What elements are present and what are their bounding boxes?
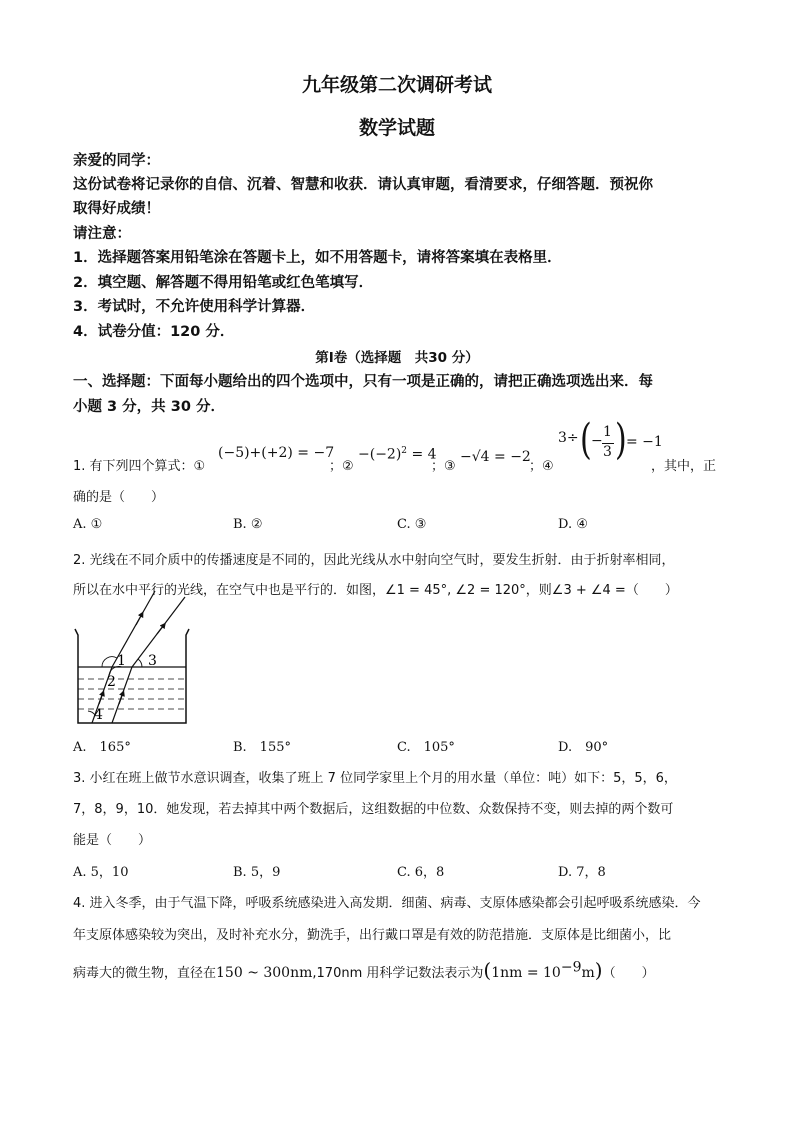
arrow-left-air [136,614,142,625]
q4-line-2: 年支原体感染较为突出，及时补充水分，勤洗手，出行戴口罩是有效的防范措施．支原体是比细菌小，比 [73,928,672,943]
q4-line-1: 4. 进入冬季，由于气温下降，呼吸系统感染进入高发期．细菌、病毒、支原体感染都会引起呼吸系统感染．今 [73,896,701,911]
exam-subtitle: 数学试题 [358,117,435,139]
q3-line-2: 7，8，9，10．她发现，若去掉其中两个数据后，这组数据的中位数、众数保持不变，则去掉的两个数可 [73,802,674,817]
arrow-left-water [99,693,103,704]
q3-line-1: 3. 小红在班上做节水意识调查，收集了班上 7 位同学家里上个月的用水量（单位：吨）如下：5，5，6， [73,771,677,786]
q3-option-c[interactable]: C. 6，8 [397,865,445,880]
q1-sep-3: ；③ [431,459,456,474]
q1-sep-2: ；② [329,459,354,474]
q3-option-a[interactable]: A. 5，10 [73,865,129,880]
q3-option-d[interactable]: D. 7，8 [558,865,606,880]
notice-title: 请注意： [73,226,131,242]
q1-expr-3: −√4 = −2 [460,449,531,465]
q3-line-3: 能是（ ） [73,833,152,848]
angle-label-2: 2 [107,674,116,690]
note-1: 1．选择题答案用铅笔涂在答题卡上，如不用答题卡，请将答案填在表格里． [73,250,562,266]
exam-title: 九年级第二次调研考试 [301,74,492,96]
arrow-right-water [119,693,123,704]
q1-option-c[interactable]: C. ③ [397,517,427,532]
q1-expr-2: $-(-2)^2 = 4$ [358,446,437,463]
q2-option-d[interactable]: D. 90° [558,740,609,755]
greeting: 亲爱的同学： [73,153,160,169]
q2-option-c[interactable]: C. 105° [397,740,455,755]
note-4: 4．试卷分值：120 分． [73,324,235,340]
angle-label-4: 4 [94,707,103,723]
note-2: 2．填空题、解答题不得用铅笔或红色笔填写． [73,275,374,291]
q1-option-d[interactable]: D. ④ [558,517,588,532]
q1-line-2: 确的是（ ） [73,490,165,505]
arrow-right-air [157,625,164,634]
q2-option-a[interactable]: A. 165° [73,740,131,755]
angle-label-1: 1 [117,653,126,669]
section-instruction-1: 一、选择题：下面每小题给出的四个选项中，只有一项是正确的，请把正确选项选出来．每 [73,374,653,390]
q1-prefix: 1. 有下列四个算式：① [73,459,206,474]
q2-option-b[interactable]: B. 155° [233,740,291,755]
q1-option-a[interactable]: A. ① [73,517,103,532]
section-instruction-2: 小题 3 分，共 30 分． [73,399,225,415]
water-hatching [78,679,186,709]
q2-line-1: 2. 光线在不同介质中的传播速度是不同的，因此光线从水中射向空气时，要发生折射．由于折射率相同， [73,553,675,568]
intro-line-2: 取得好成绩！ [73,201,160,217]
q2-line-2: 所以在水中平行的光线，在空气中也是平行的．如图，∠1 = 45°, ∠2 = 120°，则∠3 + ∠4 =（ ） [73,583,678,598]
section-heading: 第Ⅰ卷（选择题 共30 分） [315,350,479,366]
q1-sep-4: ；④ [529,459,554,474]
q1-expr-4: 3÷ ( − 1 3 ) = −1 [558,415,663,465]
q1-option-b[interactable]: B. ② [233,517,263,532]
note-3: 3．考试时，不允许使用科学计算器． [73,299,316,315]
q1-expr-1: (−5)+(+2) = −7 [218,445,335,461]
q1-suffix: ，其中，正 [651,459,717,474]
angle-label-3: 3 [148,653,157,669]
q4-line-3: 病毒大的微生物，直径在150 ~ 300nm,170nm 用科学记数法表示为$(1nm = 10^{-9}m)$（ ） [73,958,655,982]
intro-line-1: 这份试卷将记录你的自信、沉着、智慧和收获．请认真审题，看清要求，仔细答题．预祝你 [73,177,653,193]
q3-option-b[interactable]: B. 5，9 [233,865,281,880]
refraction-figure [70,585,200,730]
